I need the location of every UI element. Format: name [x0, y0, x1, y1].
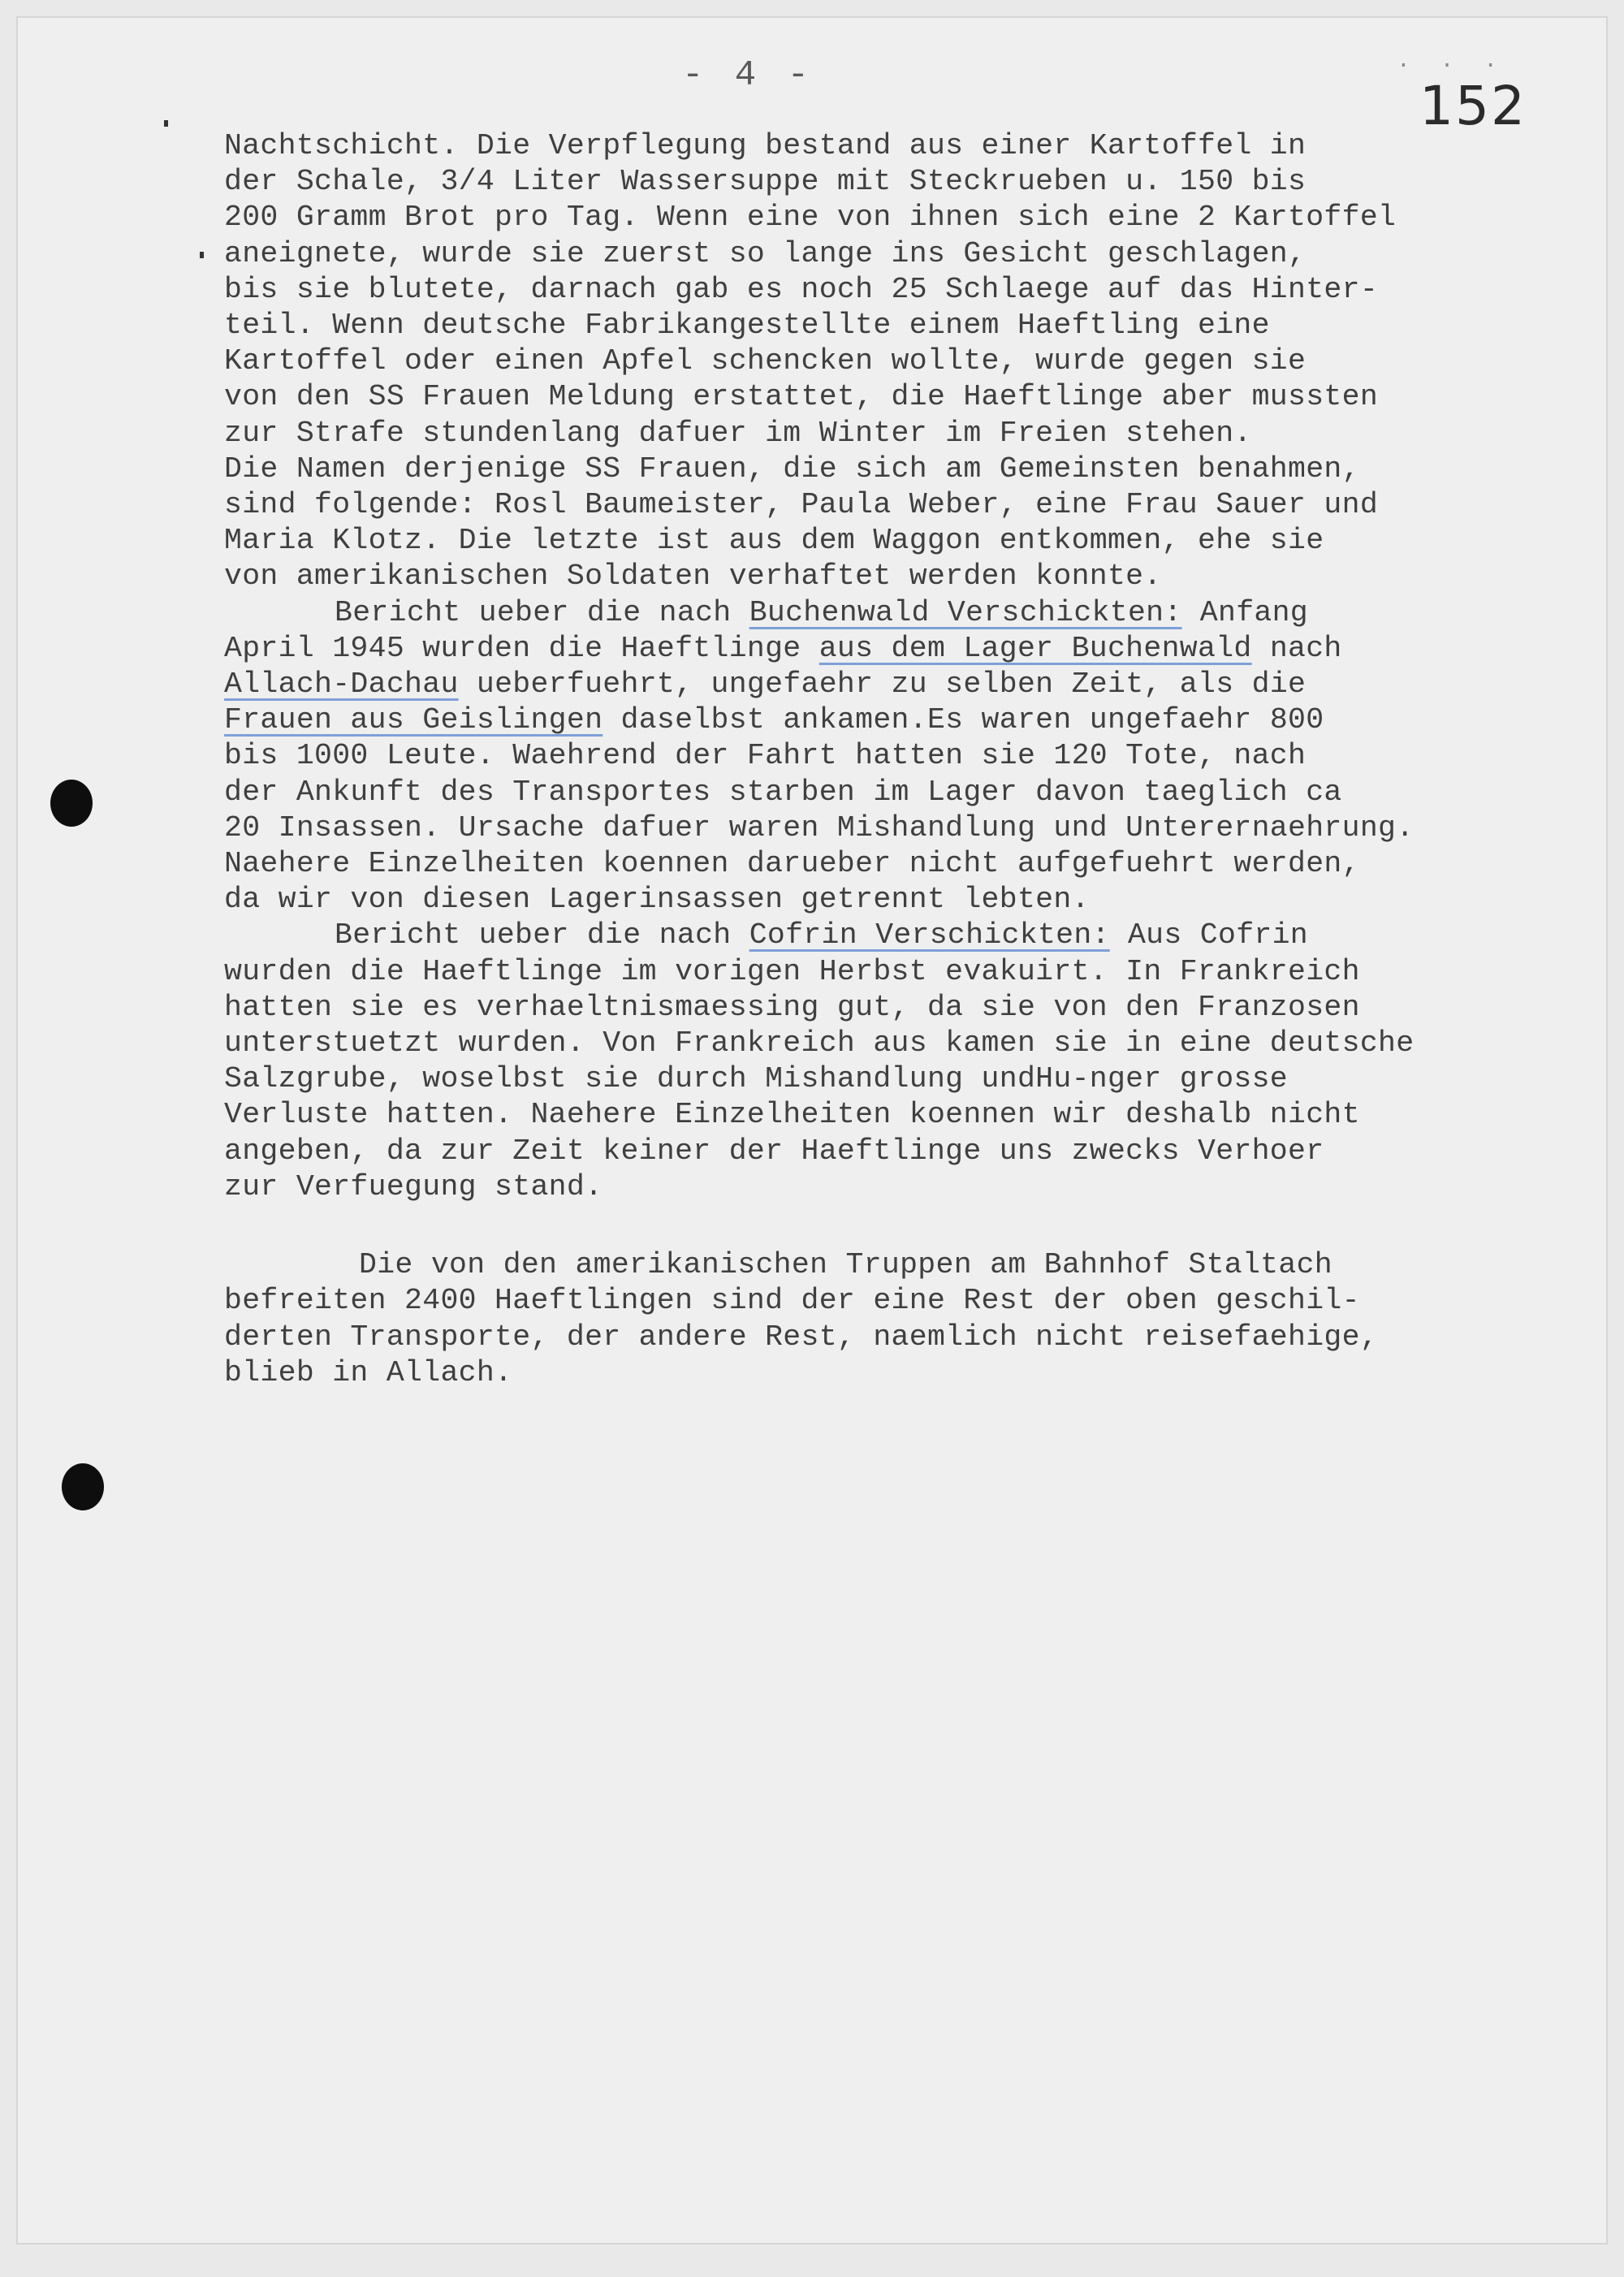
text-line: April 1945 wurden die Haeftlinge aus dem Lager Buchenwald nach — [224, 631, 1342, 665]
text-line: aneignete, wurde sie zuerst so lange ins Gesicht geschlagen, — [224, 236, 1307, 270]
text-line: zur Verfuegung stand. — [224, 1169, 603, 1203]
text-line: 20 Insassen. Ursache dafuer waren Mishandlung und Unterernaehrung. — [224, 810, 1415, 845]
text-line: Kartoffel oder einen Apfel schencken wollte, wurde gegen sie — [224, 344, 1307, 378]
text-line: Naehere Einzelheiten koennen darueber nicht aufgefuehrt werden, — [224, 847, 1360, 881]
text-line: Nachtschicht. Die Verpflegung bestand aus einer Kartoffel in — [224, 129, 1307, 162]
text-line: bis 1000 Leute. Waehrend der Fahrt hatten sie 120 Tote, nach — [224, 739, 1307, 773]
top-marks: . . . — [1397, 49, 1506, 74]
underlined-phrase: aus dem Lager Buchenwald — [818, 631, 1252, 665]
paragraph-gap — [224, 1205, 1621, 1247]
text-line: der Schale, 3/4 Liter Wassersuppe mit Steckrueben u. 150 bis — [224, 165, 1307, 199]
text-line: 200 Gramm Brot pro Tag. Wenn eine von ihnen sich eine 2 Kartoffel — [224, 201, 1397, 235]
text-line: Bericht ueber die nach Cofrin Verschickten: Aus Cofrin — [335, 918, 1309, 953]
text-line: Maria Klotz. Die letzte ist aus dem Waggon entkommen, ehe sie — [224, 524, 1324, 558]
text-line: Allach-Dachau ueberfuehrt, ungefaehr zu selben Zeit, als die — [224, 668, 1307, 702]
text-line: befreiten 2400 Haeftlingen sind der eine Rest der oben geschil- — [224, 1284, 1360, 1318]
typed-report — [224, 128, 1621, 1391]
punch-hole-top — [50, 780, 93, 827]
margin-mark — [164, 120, 168, 127]
page-number: - 4 - — [682, 55, 814, 96]
text-line: von den SS Frauen Meldung erstattet, die Haeftlinge aber mussten — [224, 380, 1379, 414]
underlined-phrase: Frauen aus Geislingen — [224, 703, 603, 737]
text-line: derten Transporte, der andere Rest, naemlich nicht reisefaehige, — [224, 1320, 1379, 1354]
text-line: sind folgende: Rosl Baumeister, Paula Weber, eine Frau Sauer und — [224, 488, 1379, 522]
text-line: teil. Wenn deutsche Fabrikangestellte einem Haeftling eine — [224, 309, 1270, 343]
document-page — [16, 16, 1608, 2245]
text-line: Frauen aus Geislingen daselbst ankamen.Es waren ungefaehr 800 — [224, 703, 1324, 737]
text-line: von amerikanischen Soldaten verhaftet werden konnte. — [224, 560, 1162, 594]
text-line: hatten sie es verhaeltnismaessing gut, da sie von den Franzosen — [224, 990, 1360, 1024]
text-line: wurden die Haeftlinge im vorigen Herbst evakuirt. In Frankreich — [224, 954, 1360, 988]
text-line: Salzgrube, woselbst sie durch Mishandlung undHu-nger grosse — [224, 1062, 1289, 1096]
text-line: angeben, da zur Zeit keiner der Haeftlinge uns zwecks Verhoer — [224, 1134, 1324, 1168]
underlined-phrase: Allach-Dachau — [224, 668, 459, 702]
underlined-phrase: Buchenwald Verschickten: — [749, 595, 1182, 629]
text-line: Bericht ueber die nach Buchenwald Verschickten: Anfang — [335, 595, 1309, 629]
text-line: Die von den amerikanischen Truppen am Bahnhof Staltach — [359, 1248, 1332, 1282]
underlined-phrase: Cofrin Verschickten: — [749, 918, 1110, 953]
text-line: der Ankunft des Transportes starben im Lager davon taeglich ca — [224, 775, 1342, 809]
punch-hole-bottom — [62, 1463, 104, 1510]
text-line: da wir von diesen Lagerinsassen getrennt lebten. — [224, 883, 1090, 917]
folio-number: 152 — [1419, 75, 1527, 137]
margin-mark — [200, 252, 204, 258]
text-line: Die Namen derjenige SS Frauen, die sich am Gemeinsten benahmen, — [224, 452, 1360, 486]
text-line: bis sie blutete, darnach gab es noch 25 Schlaege auf das Hinter- — [224, 272, 1379, 306]
text-line: blieb in Allach. — [224, 1355, 513, 1389]
text-line: Verluste hatten. Naehere Einzelheiten koennen wir deshalb nicht — [224, 1098, 1360, 1132]
text-line: zur Strafe stundenlang dafuer im Winter im Freien stehen. — [224, 416, 1252, 450]
text-line: unterstuetzt wurden. Von Frankreich aus kamen sie in eine deutsche — [224, 1026, 1415, 1061]
